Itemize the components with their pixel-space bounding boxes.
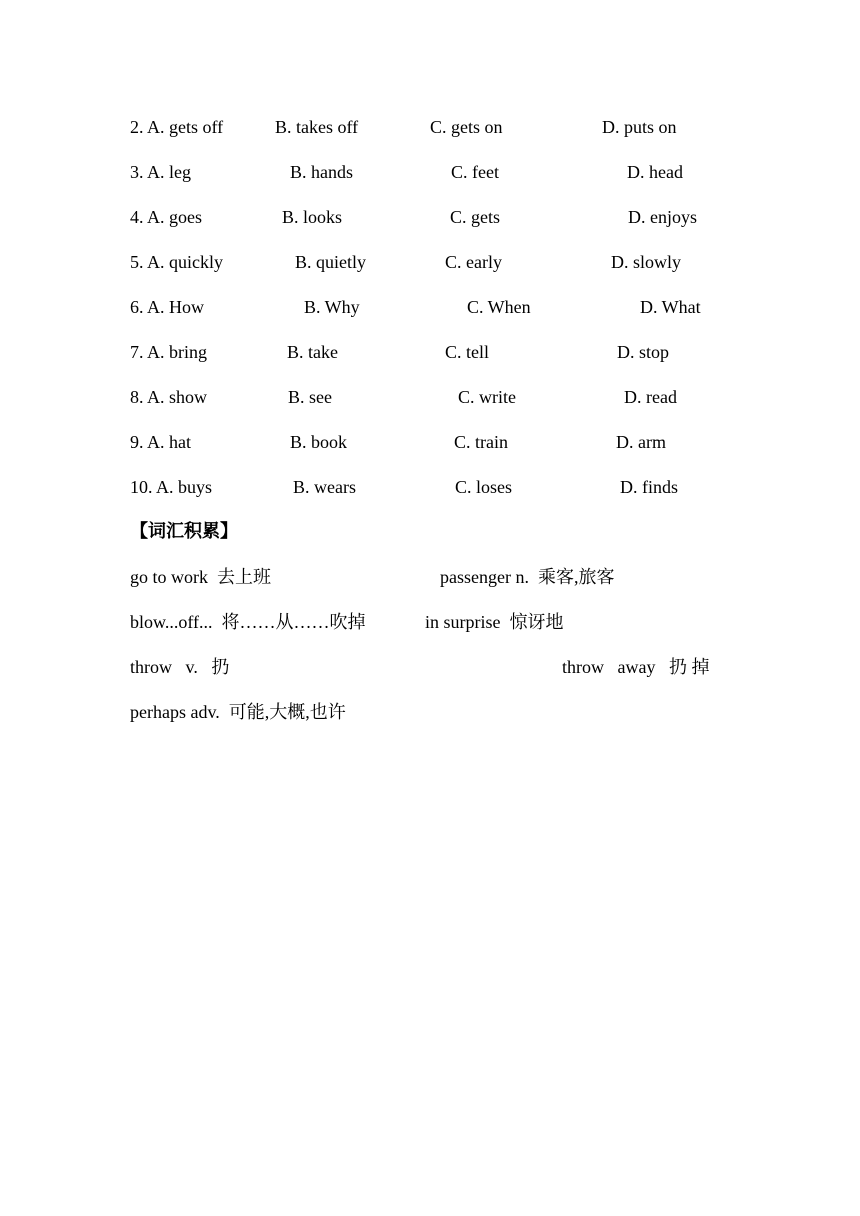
option-c: C. loses xyxy=(455,477,513,497)
option-a: 8. A. show xyxy=(130,387,208,407)
option-c: C. gets xyxy=(450,207,501,227)
option-d: D. What xyxy=(640,297,701,317)
vocab-entry-go-to-work: go to work 去上班 xyxy=(130,567,271,587)
option-b: B. wears xyxy=(293,477,356,497)
question-row-9 xyxy=(0,429,860,455)
question-row-10 xyxy=(0,474,860,500)
option-a: 5. A. quickly xyxy=(130,252,223,272)
option-c: C. feet xyxy=(451,162,499,182)
option-a: 7. A. bring xyxy=(130,342,208,362)
vocab-heading: 【词汇积累】 xyxy=(130,521,238,542)
question-row-6 xyxy=(0,294,860,320)
option-b: B. take xyxy=(287,342,338,362)
option-d: D. puts on xyxy=(602,117,677,137)
option-d: D. finds xyxy=(620,477,678,497)
option-c: C. tell xyxy=(445,342,489,362)
option-c: C. train xyxy=(454,432,508,452)
option-d: D. enjoys xyxy=(628,207,697,227)
question-row-7 xyxy=(0,339,860,365)
option-a: 6. A. How xyxy=(130,297,205,317)
question-row-3 xyxy=(0,159,860,185)
option-d: D. arm xyxy=(616,432,666,452)
option-a: 10. A. buys xyxy=(130,477,213,497)
vocab-entry-throw-away: throw away 扔 掉 xyxy=(562,657,710,677)
option-b: B. takes off xyxy=(275,117,359,137)
vocab-entry-perhaps: perhaps adv. 可能,大概,也许 xyxy=(130,702,346,722)
question-row-4 xyxy=(0,204,860,230)
option-a: 4. A. goes xyxy=(130,207,202,227)
option-d: D. read xyxy=(624,387,677,407)
option-a: 3. A. leg xyxy=(130,162,191,182)
option-d: D. stop xyxy=(617,342,670,362)
option-d: D. slowly xyxy=(611,252,682,272)
option-c: C. When xyxy=(467,297,531,317)
vocab-entry-passenger: passenger n. 乘客,旅客 xyxy=(440,567,615,587)
question-row-8 xyxy=(0,384,860,410)
vocab-entry-throw: throw v. 扔 xyxy=(130,657,230,677)
option-b: B. see xyxy=(288,387,332,407)
option-c: C. early xyxy=(445,252,502,272)
question-row-2 xyxy=(0,114,860,140)
option-b: B. book xyxy=(290,432,348,452)
vocab-row-2 xyxy=(0,609,860,635)
question-row-5 xyxy=(0,249,860,275)
vocab-entry-in-surprise: in surprise 惊讶地 xyxy=(425,612,564,632)
option-b: B. looks xyxy=(282,207,343,227)
vocab-row-1 xyxy=(0,564,860,590)
option-c: C. write xyxy=(458,387,516,407)
vocab-row-3 xyxy=(0,654,860,680)
option-a: 2. A. gets off xyxy=(130,117,224,137)
vocab-entry-blow-off: blow...off... 将……从……吹掉 xyxy=(130,612,366,632)
option-b: B. quietly xyxy=(295,252,366,272)
option-b: B. Why xyxy=(304,297,360,317)
option-a: 9. A. hat xyxy=(130,432,191,452)
option-b: B. hands xyxy=(290,162,353,182)
option-c: C. gets on xyxy=(430,117,503,137)
vocab-row-4 xyxy=(0,699,860,725)
option-d: D. head xyxy=(627,162,683,182)
